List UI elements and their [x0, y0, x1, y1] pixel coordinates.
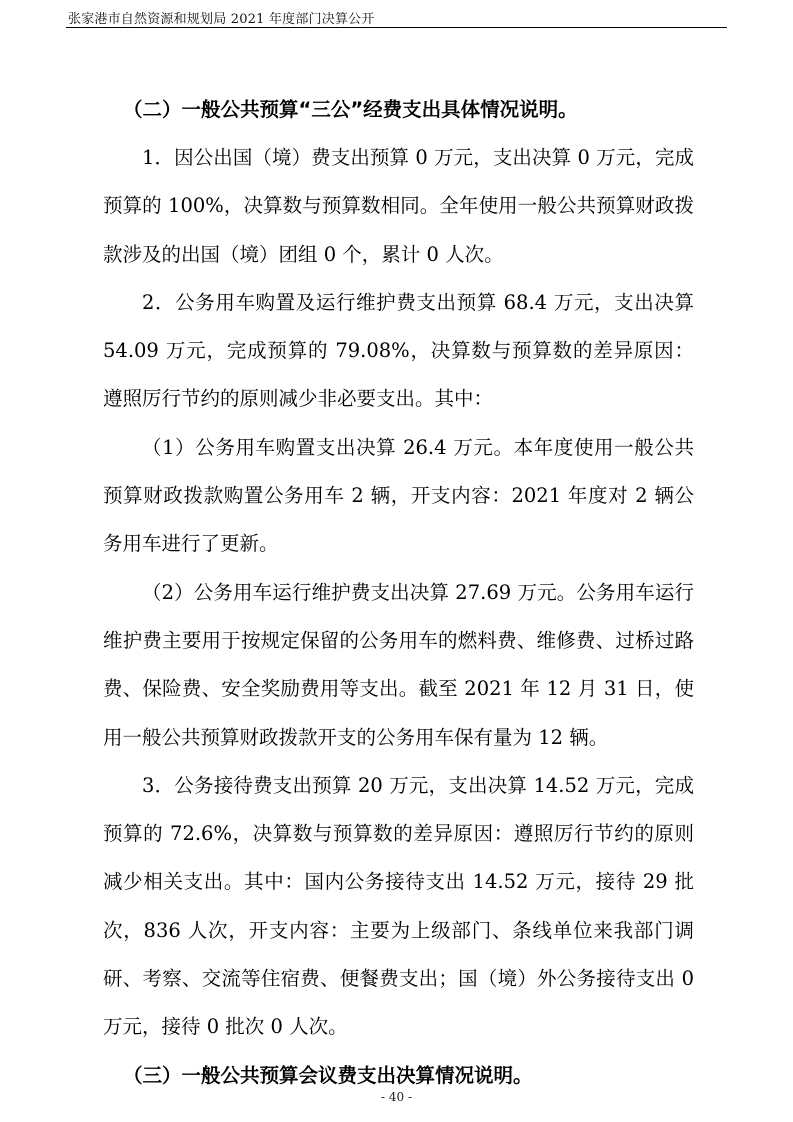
- paragraph-vehicle-maintenance: （2）公务用车运行维护费支出决算 27.69 万元。公务用车运行维护费主要用于按规定保留的公务用车的燃料费、维修费、过桥过路费、保险费、安全奖励费用等支出。截至 2021 年 12 月 31 日，使用一般公共预算财政拨款开支的公务用车保有量为 12 辆。: [103, 580, 694, 749]
- section-heading-public-funds: （二）一般公共预算“三公”经费支出具体情况说明。: [123, 98, 578, 121]
- paragraph-vehicle-expenses: 2．公务用车购置及运行维护费支出预算 68.4 万元，支出决算 54.09 万元，完成预算的 79.08%，决算数与预算数的差异原因：遵照厉行节约的原则减少非必要支出。其中：: [103, 290, 694, 411]
- paragraph-overseas-travel: 1．因公出国（境）费支出预算 0 万元，支出决算 0 万元，完成预算的 100%，决算数与预算数相同。全年使用一般公共预算财政拨款涉及的出国（境）团组 0 个，累计 0 人次。: [103, 146, 694, 266]
- paragraph-vehicle-purchase: （1）公务用车购置支出决算 26.4 万元。本年度使用一般公共预算财政拨款购置公务用车 2 辆，开支内容：2021 年度对 2 辆公务用车进行了更新。: [103, 435, 694, 556]
- paragraph-reception-expenses: 3．公务接待费支出预算 20 万元，支出决算 14.52 万元，完成预算的 72.6%，决算数与预算数的差异原因：遵照厉行节约的原则减少相关支出。其中：国内公务接待支出 14.52 万元，接待 29 批次，836 人次，开支内容：主要为上级部门、条线单位来我部门调研、考察、交流等住宿费、便餐费支出；国（境）外公务接待支出 0 万元，接待 0 批次 0 人次。: [103, 773, 694, 1039]
- document-body: [103, 86, 694, 1100]
- section-heading-meeting-expenses: （三）一般公共预算会议费支出决算情况说明。: [123, 1063, 533, 1087]
- page-number: - 40 -: [380, 1090, 412, 1104]
- header-divider: [66, 27, 727, 28]
- page-header: 张家港市自然资源和规划局 2021 年度部门决算公开: [68, 12, 375, 27]
